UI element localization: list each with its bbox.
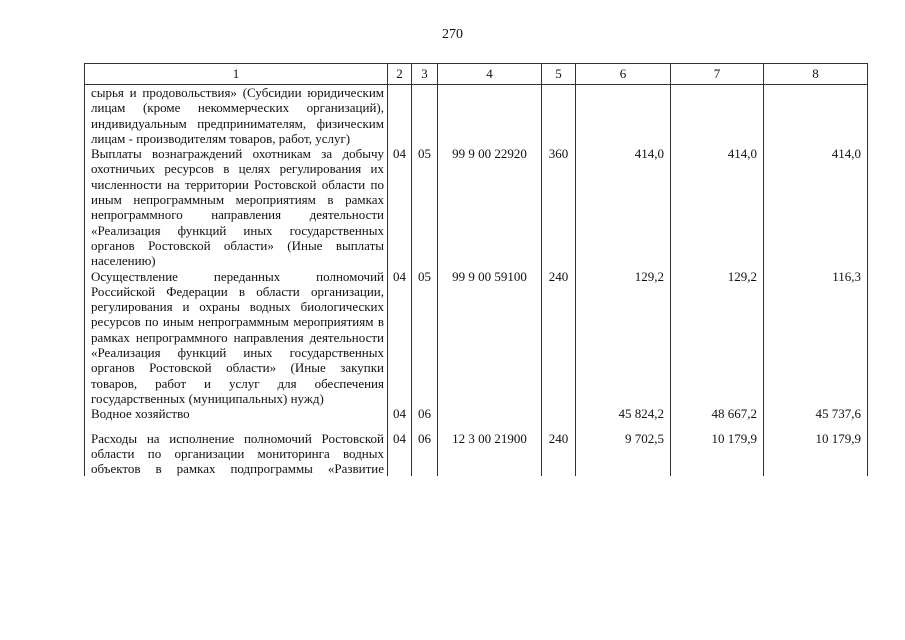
header-cell-year-3: 8 bbox=[764, 64, 868, 85]
row-target-article bbox=[438, 85, 542, 147]
row-year-3: 10 179,9 bbox=[764, 431, 868, 477]
header-cell-year-2: 7 bbox=[671, 64, 764, 85]
row-name: Осуществление переданных полномочий Российской Федерации в области организации, регулирования и охраны водных биологических ресурсов по иным непрограммным мероприятиям в рамках непрограммного направления деятельности «Реализация функций иных государственных органов Ростовской области» (Иные закупки товаров, работ и услуг для обеспечения государственных (муниципальных) нужд) bbox=[85, 269, 388, 407]
row-target-article: 99 9 00 59100 bbox=[438, 269, 542, 407]
row-year-2: 48 667,2 bbox=[671, 406, 764, 430]
row-expense-type: 240 bbox=[542, 431, 576, 477]
table-row bbox=[85, 406, 868, 430]
row-section: 04 bbox=[388, 431, 412, 477]
row-year-1: 129,2 bbox=[576, 269, 671, 407]
row-section: 04 bbox=[388, 146, 412, 268]
row-name: сырья и продовольствия» (Субсидии юридическим лицам (кроме некоммерческих организаций), индивидуальным предпринимателям, физическим лицам - производителям товаров, работ, услуг) bbox=[85, 85, 388, 147]
row-section: 04 bbox=[388, 406, 412, 430]
row-name: Водное хозяйство bbox=[85, 406, 388, 430]
row-year-2: 129,2 bbox=[671, 269, 764, 407]
header-cell-year-1: 6 bbox=[576, 64, 671, 85]
row-year-1 bbox=[576, 85, 671, 147]
row-subsection: 06 bbox=[412, 406, 438, 430]
row-section bbox=[388, 85, 412, 147]
row-year-1: 414,0 bbox=[576, 146, 671, 268]
row-target-article: 99 9 00 22920 bbox=[438, 146, 542, 268]
row-expense-type: 360 bbox=[542, 146, 576, 268]
row-year-2 bbox=[671, 85, 764, 147]
row-subsection: 06 bbox=[412, 431, 438, 477]
row-expense-type bbox=[542, 85, 576, 147]
header-cell-target-article: 4 bbox=[438, 64, 542, 85]
header-cell-section: 2 bbox=[388, 64, 412, 85]
row-year-2: 414,0 bbox=[671, 146, 764, 268]
row-year-1: 45 824,2 bbox=[576, 406, 671, 430]
header-row bbox=[85, 64, 868, 85]
row-subsection: 05 bbox=[412, 269, 438, 407]
table-row bbox=[85, 431, 868, 477]
header-cell-subsection: 3 bbox=[412, 64, 438, 85]
row-expense-type bbox=[542, 406, 576, 430]
row-year-2: 10 179,9 bbox=[671, 431, 764, 477]
row-name: Расходы на исполнение полномочий Ростовской области по организации мониторинга водных объектов в рамках подпрограммы «Развитие bbox=[85, 431, 388, 477]
row-year-3: 414,0 bbox=[764, 146, 868, 268]
budget-table bbox=[84, 63, 868, 476]
table-row bbox=[85, 146, 868, 268]
row-year-3 bbox=[764, 85, 868, 147]
table-row bbox=[85, 269, 868, 407]
table-row bbox=[85, 85, 868, 147]
row-subsection bbox=[412, 85, 438, 147]
row-year-3: 45 737,6 bbox=[764, 406, 868, 430]
header-cell-expense-type: 5 bbox=[542, 64, 576, 85]
row-name: Выплаты вознаграждений охотникам за добычу охотничьих ресурсов в целях регулирования их численности на территории Ростовской области по иным непрограммным мероприятиям в рамках непрограммного направления деятельности «Реализация функций иных государственных органов Ростовской области» (Иные выплаты населению) bbox=[85, 146, 388, 268]
header-cell-name: 1 bbox=[85, 64, 388, 85]
page-number: 270 bbox=[442, 27, 463, 42]
row-target-article: 12 3 00 21900 bbox=[438, 431, 542, 477]
row-year-3: 116,3 bbox=[764, 269, 868, 407]
row-year-1: 9 702,5 bbox=[576, 431, 671, 477]
row-target-article bbox=[438, 406, 542, 430]
row-section: 04 bbox=[388, 269, 412, 407]
row-expense-type: 240 bbox=[542, 269, 576, 407]
row-subsection: 05 bbox=[412, 146, 438, 268]
